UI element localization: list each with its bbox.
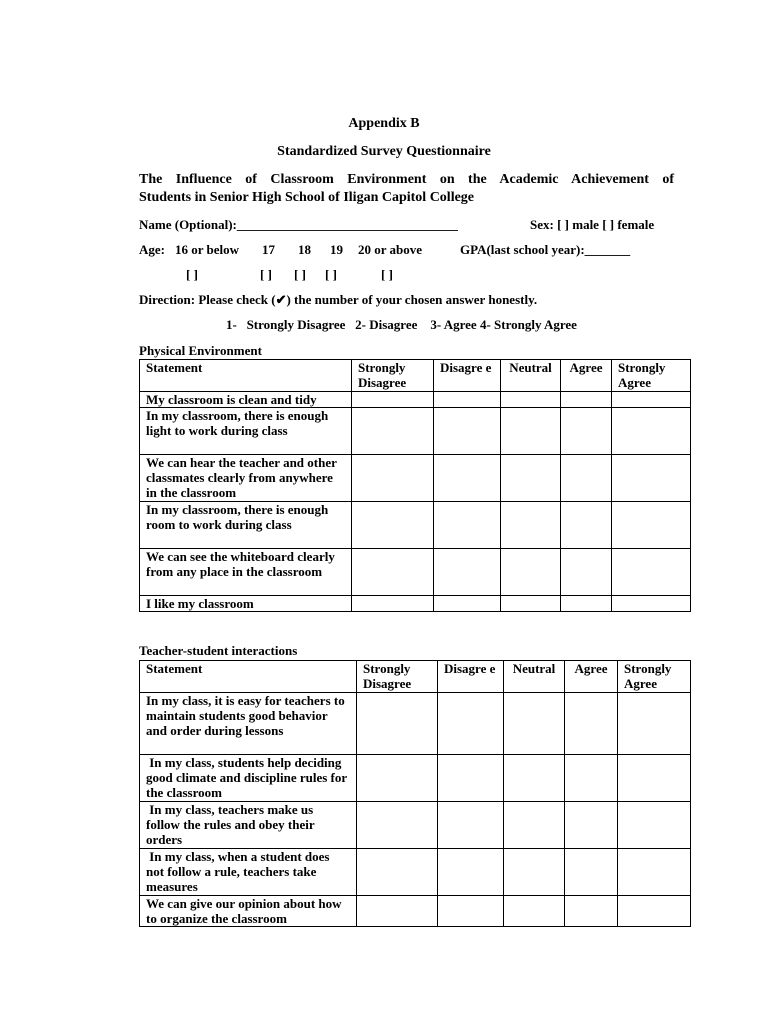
statement-cell: We can see the whiteboard clearly from any place in the classroom bbox=[140, 549, 352, 596]
age-option-18: 18 bbox=[298, 242, 311, 257]
answer-cell[interactable] bbox=[434, 596, 501, 612]
age-checkbox-20[interactable]: [ ] bbox=[381, 267, 393, 282]
table-row bbox=[140, 896, 691, 927]
answer-cell[interactable] bbox=[352, 455, 434, 502]
teacher-student-table bbox=[139, 660, 691, 927]
answer-cell[interactable] bbox=[501, 455, 561, 502]
answer-cell[interactable] bbox=[565, 693, 618, 755]
statement-cell: In my class, it is easy for teachers to maintain students good behavior and order during lessons bbox=[140, 693, 357, 755]
answer-cell[interactable] bbox=[438, 849, 504, 896]
answer-cell[interactable] bbox=[501, 596, 561, 612]
answer-cell[interactable] bbox=[565, 755, 618, 802]
statement-cell: In my classroom, there is enough light to work during class bbox=[140, 408, 352, 455]
answer-cell[interactable] bbox=[357, 849, 438, 896]
age-option-20: 20 or above bbox=[358, 242, 423, 257]
answer-cell[interactable] bbox=[352, 408, 434, 455]
answer-cell[interactable] bbox=[561, 392, 612, 408]
answer-cell[interactable] bbox=[618, 849, 691, 896]
age-checkbox-16[interactable]: [ ] bbox=[186, 267, 198, 282]
answer-cell[interactable] bbox=[434, 392, 501, 408]
appendix-label: Appendix B bbox=[348, 116, 420, 131]
age-option-17: 17 bbox=[262, 242, 275, 257]
col-strongly-agree: Strongly Agree bbox=[618, 661, 691, 693]
name-field[interactable]: Name (Optional):__________________________________ bbox=[139, 217, 458, 232]
scale-legend: 1- Strongly Disagree 2- Disagree 3- Agree 4- Strongly Agree bbox=[226, 317, 577, 332]
answer-cell[interactable] bbox=[561, 502, 612, 549]
answer-cell[interactable] bbox=[438, 693, 504, 755]
col-neutral: Neutral bbox=[504, 661, 565, 693]
subtitle: Standardized Survey Questionnaire bbox=[277, 144, 491, 159]
answer-cell[interactable] bbox=[434, 455, 501, 502]
answer-cell[interactable] bbox=[565, 802, 618, 849]
title-line-1: The Influence of Classroom Environment on the Academic Achievement of bbox=[139, 172, 674, 187]
section-physical-title: Physical Environment bbox=[139, 343, 262, 358]
col-agree: Agree bbox=[561, 360, 612, 392]
answer-cell[interactable] bbox=[561, 455, 612, 502]
answer-cell[interactable] bbox=[504, 693, 565, 755]
answer-cell[interactable] bbox=[357, 802, 438, 849]
answer-cell[interactable] bbox=[565, 849, 618, 896]
table-row bbox=[140, 549, 691, 596]
answer-cell[interactable] bbox=[438, 755, 504, 802]
answer-cell[interactable] bbox=[352, 392, 434, 408]
statement-cell: My classroom is clean and tidy bbox=[140, 392, 352, 408]
col-strongly-disagree: Strongly Disagree bbox=[357, 661, 438, 693]
table-row bbox=[140, 802, 691, 849]
statement-cell: In my class, teachers make us follow the rules and obey their orders bbox=[140, 802, 357, 849]
table-row bbox=[140, 408, 691, 455]
physical-environment-table bbox=[139, 359, 691, 612]
answer-cell[interactable] bbox=[352, 596, 434, 612]
col-statement: Statement bbox=[140, 360, 352, 392]
answer-cell[interactable] bbox=[501, 408, 561, 455]
answer-cell[interactable] bbox=[504, 849, 565, 896]
direction-text: Direction: Please check (✔) the number of your chosen answer honestly. bbox=[139, 292, 538, 307]
answer-cell[interactable] bbox=[561, 596, 612, 612]
col-disagree: Disagre e bbox=[438, 661, 504, 693]
col-agree: Agree bbox=[565, 661, 618, 693]
answer-cell[interactable] bbox=[612, 408, 691, 455]
answer-cell[interactable] bbox=[618, 802, 691, 849]
age-checkbox-19[interactable]: [ ] bbox=[325, 267, 337, 282]
table-header-row bbox=[140, 360, 691, 392]
answer-cell[interactable] bbox=[357, 693, 438, 755]
answer-cell[interactable] bbox=[612, 596, 691, 612]
statement-cell: In my class, when a student does not follow a rule, teachers take measures bbox=[140, 849, 357, 896]
age-label: Age: bbox=[139, 242, 165, 257]
table-row bbox=[140, 392, 691, 408]
answer-cell[interactable] bbox=[612, 455, 691, 502]
answer-cell[interactable] bbox=[561, 549, 612, 596]
answer-cell[interactable] bbox=[438, 802, 504, 849]
gpa-field[interactable]: GPA(last school year):_______ bbox=[460, 242, 631, 257]
answer-cell[interactable] bbox=[501, 392, 561, 408]
answer-cell[interactable] bbox=[504, 802, 565, 849]
age-checkbox-18[interactable]: [ ] bbox=[294, 267, 306, 282]
answer-cell[interactable] bbox=[434, 549, 501, 596]
col-disagree: Disagre e bbox=[434, 360, 501, 392]
answer-cell[interactable] bbox=[357, 896, 438, 927]
answer-cell[interactable] bbox=[438, 896, 504, 927]
answer-cell[interactable] bbox=[352, 502, 434, 549]
col-neutral: Neutral bbox=[501, 360, 561, 392]
answer-cell[interactable] bbox=[504, 896, 565, 927]
answer-cell[interactable] bbox=[352, 549, 434, 596]
table-row bbox=[140, 849, 691, 896]
statement-cell: In my class, students help deciding good climate and discipline rules for the classroom bbox=[140, 755, 357, 802]
table-row bbox=[140, 455, 691, 502]
answer-cell[interactable] bbox=[434, 502, 501, 549]
sex-field[interactable]: Sex: [ ] male [ ] female bbox=[530, 217, 655, 232]
col-strongly-agree: Strongly Agree bbox=[612, 360, 691, 392]
answer-cell[interactable] bbox=[618, 693, 691, 755]
answer-cell[interactable] bbox=[565, 896, 618, 927]
answer-cell[interactable] bbox=[501, 502, 561, 549]
title-line-2: Students in Senior High School of Iligan Capitol College bbox=[139, 190, 475, 205]
age-checkbox-17[interactable]: [ ] bbox=[260, 267, 272, 282]
statement-cell: We can hear the teacher and other classmates clearly from anywhere in the classroom bbox=[140, 455, 352, 502]
table-row bbox=[140, 502, 691, 549]
answer-cell[interactable] bbox=[501, 549, 561, 596]
table-header-row bbox=[140, 661, 691, 693]
table-row bbox=[140, 596, 691, 612]
answer-cell[interactable] bbox=[612, 549, 691, 596]
answer-cell[interactable] bbox=[612, 502, 691, 549]
answer-cell[interactable] bbox=[504, 755, 565, 802]
age-option-16: 16 or below bbox=[175, 242, 240, 257]
answer-cell[interactable] bbox=[612, 392, 691, 408]
answer-cell[interactable] bbox=[357, 755, 438, 802]
answer-cell[interactable] bbox=[618, 755, 691, 802]
answer-cell[interactable] bbox=[618, 896, 691, 927]
table-row bbox=[140, 693, 691, 755]
statement-cell: In my classroom, there is enough room to work during class bbox=[140, 502, 352, 549]
statement-cell: I like my classroom bbox=[140, 596, 352, 612]
table-row bbox=[140, 755, 691, 802]
col-statement: Statement bbox=[140, 661, 357, 693]
answer-cell[interactable] bbox=[561, 408, 612, 455]
age-option-19: 19 bbox=[330, 242, 343, 257]
statement-cell: We can give our opinion about how to organize the classroom bbox=[140, 896, 357, 927]
col-strongly-disagree: Strongly Disagree bbox=[352, 360, 434, 392]
answer-cell[interactable] bbox=[434, 408, 501, 455]
section-interactions-title: Teacher-student interactions bbox=[139, 643, 298, 658]
